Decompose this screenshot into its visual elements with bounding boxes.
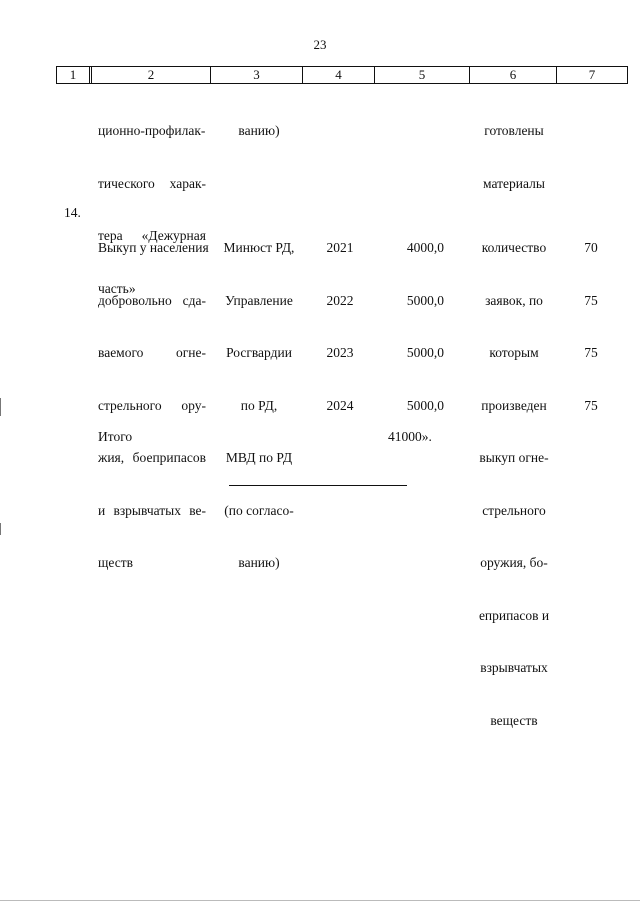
header-col-4: 4 xyxy=(335,67,342,82)
continued-row-executor xyxy=(214,87,304,157)
text-line: заявок, по xyxy=(485,292,543,308)
amount-value: 5000,0 xyxy=(406,345,444,360)
row-14-description xyxy=(98,204,209,589)
header-col-3: 3 xyxy=(253,67,260,82)
header-col-7: 7 xyxy=(588,67,596,82)
text-line: стрельного ору- xyxy=(98,397,206,413)
indicator-value: 75 xyxy=(584,345,598,360)
scan-artifact xyxy=(0,523,1,535)
row-14-values xyxy=(575,204,607,432)
text-line: выкуп огне- xyxy=(479,450,549,465)
row-14-amounts xyxy=(384,204,444,432)
text-line: веществ xyxy=(490,712,538,728)
header-col-2: 2 xyxy=(147,67,155,82)
text-line: добровольно сда- xyxy=(98,292,206,308)
row-14-years xyxy=(314,204,366,432)
text-line: материалы xyxy=(483,175,545,191)
text-line: количество xyxy=(481,240,547,255)
scan-edge xyxy=(0,900,640,901)
text-line: Выкуп у населения xyxy=(98,240,209,255)
text-line: взрывчатых xyxy=(480,660,548,675)
amount-value: 5000,0 xyxy=(406,397,444,413)
continued-row-indicator xyxy=(469,87,559,210)
text-line: ванию) xyxy=(238,555,280,570)
year-value: 2021 xyxy=(326,240,354,255)
text-line: МВД по РД xyxy=(225,450,293,465)
text-line: которым xyxy=(489,345,539,360)
text-line: часть» xyxy=(98,280,136,296)
text-line: тера «Дежурная xyxy=(98,228,206,243)
header-col-1: 1 xyxy=(69,67,77,82)
text-line: Росгвардии xyxy=(226,345,292,360)
table-header-row xyxy=(56,66,628,84)
scan-artifact xyxy=(0,398,1,416)
text-line: ваемого огне- xyxy=(98,345,206,360)
text-line: Минюст РД, xyxy=(223,240,295,255)
text-line: Управление xyxy=(225,292,293,308)
text-line: по РД, xyxy=(240,397,278,413)
year-value: 2022 xyxy=(326,292,354,308)
text-line: (по согласо- xyxy=(224,502,294,518)
row-number: 14. xyxy=(64,205,81,220)
text-line: и взрывчатых ве- xyxy=(98,502,206,518)
end-divider xyxy=(229,485,407,486)
amount-value: 4000,0 xyxy=(406,240,444,255)
row-14-indicator xyxy=(469,204,559,747)
text-line: оружия, бо- xyxy=(480,555,548,570)
row-14-executor xyxy=(214,204,304,589)
text-line: ществ xyxy=(98,555,133,570)
text-line: жия, боеприпасов xyxy=(98,450,206,465)
text-line: произведен xyxy=(481,397,547,413)
header-col-5: 5 xyxy=(418,67,426,82)
year-value: 2024 xyxy=(326,397,354,413)
amount-value: 5000,0 xyxy=(406,292,444,308)
text-line: ванию) xyxy=(238,123,280,138)
indicator-value: 75 xyxy=(584,292,598,308)
text-line: ционно-профилак- xyxy=(98,123,206,138)
text-line: еприпасов и xyxy=(478,607,550,623)
header-col-6: 6 xyxy=(509,67,517,82)
total-value: 41000». xyxy=(388,429,432,444)
text-line: готовлены xyxy=(484,123,544,138)
year-value: 2023 xyxy=(326,345,354,360)
total-label: Итого xyxy=(98,429,133,444)
text-line: тического харак- xyxy=(98,175,206,191)
page-number: 23 xyxy=(313,37,327,52)
text-line: стрельного xyxy=(482,502,546,518)
indicator-value: 75 xyxy=(584,397,598,413)
indicator-value: 70 xyxy=(584,240,598,255)
